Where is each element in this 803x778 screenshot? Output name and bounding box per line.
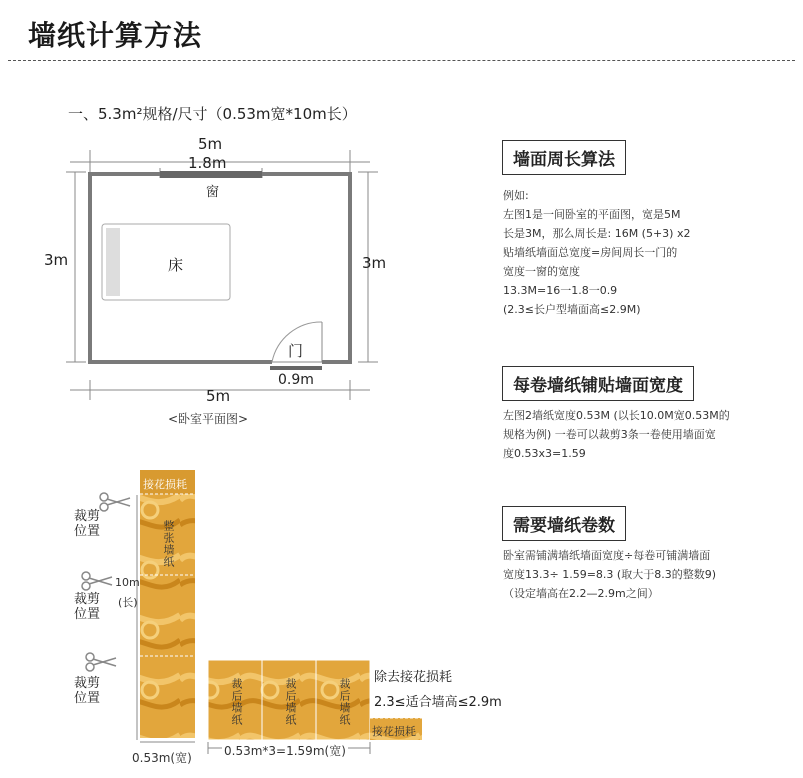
roll-width-line: 规格为例) 一卷可以裁剪3条一卷使用墙面宽 [503,428,716,441]
scissors-icon [82,572,112,590]
right-height-label: 3m [362,254,387,272]
cut-position-label: 裁剪位置 [74,676,101,706]
perimeter-line: 贴墙纸墙面总宽度=房间周长一门的 [503,246,678,259]
loss-bottom-label: 接花损耗 [372,725,416,738]
perimeter-line: 左图1是一间卧室的平面图，宽是5M [503,208,681,221]
rolls-needed-line: （设定墙高在2.2—2.9m之间） [503,587,659,600]
length-note: (长) [118,596,138,609]
window [160,171,262,178]
door-marker [270,366,322,370]
perimeter-line: 长是3M，那么周长是: 16M (5+3) x2 [503,227,691,240]
roll-width-title: 每卷墙纸铺贴墙面宽度 [502,366,694,401]
bed-pillow [106,228,120,296]
perimeter-line: 宽度一窗的宽度 [503,265,580,278]
door-label: 门 [288,342,304,360]
window-width-label: 1.8m [188,154,227,172]
roll-width-line: 度0.53x3=1.59 [503,447,586,460]
perimeter-text [503,186,690,319]
perimeter-line: 13.3M=16一1.8一0.9 [503,284,618,297]
floorplan-caption: <卧室平面图> [168,412,249,426]
window-label: 窗 [206,185,220,200]
full-roll [140,470,195,738]
strip-label-2: 裁后墙纸 [284,678,297,726]
rolls-needed-title: 需要墙纸卷数 [502,506,626,541]
total-width-label: 0.53m*3=1.59m(宽) [224,744,346,758]
rolls-needed-text [503,546,716,603]
roll-width-line: 左图2墙纸宽度0.53M (以长10.0M宽0.53M的 [503,409,730,422]
roll-width-text [503,406,730,463]
loss-top-label: 接花损耗 [143,478,187,491]
cut-position-label: 裁剪位置 [74,509,101,539]
bottom-width-label: 5m [206,387,231,405]
full-roll-label: 整张墙纸 [162,520,175,568]
length-value: 10m [115,576,140,589]
rolls-needed-line: 卧室需铺满墙纸墙面宽度÷每卷可铺满墙面 [503,549,711,562]
left-height-label: 3m [44,251,69,269]
remove-loss-label: 除去接花损耗 [374,670,453,685]
perimeter-line: 例如: [503,189,529,202]
top-width-label: 5m [198,135,223,153]
rolls-needed-line: 宽度13.3÷ 1.59=8.3 (取大于8.3的整数9) [503,568,716,581]
door-width-label: 0.9m [278,372,314,388]
width-label: 0.53m(宽) [132,751,192,765]
spec-heading: 一、5.3m²规格/尺寸（0.53m宽*10m长） [68,105,357,123]
scissors-icon [100,493,130,511]
bed-label: 床 [168,256,184,274]
strip-label-1: 裁后墙纸 [230,678,243,726]
height-range-label: 2.3≤适合墙高≤2.9m [374,695,502,710]
scissors-icon [86,653,116,671]
page-title: 墙纸计算方法 [28,19,203,52]
strip-label-3: 裁后墙纸 [338,678,351,726]
perimeter-title: 墙面周长算法 [502,140,626,175]
perimeter-line: (2.3≤长户型墙面高≤2.9M) [503,303,641,316]
cut-position-label: 裁剪位置 [74,592,101,622]
bed [102,224,230,300]
